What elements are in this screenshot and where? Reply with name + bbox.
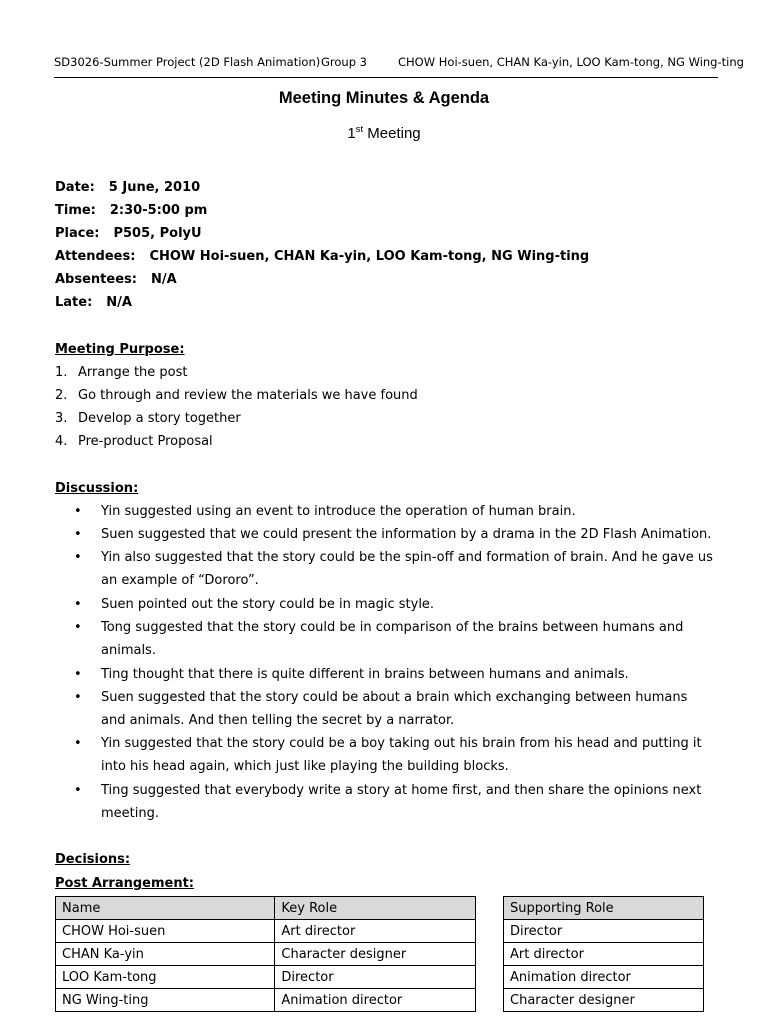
purpose-item-text: Develop a story together xyxy=(78,411,241,426)
post-arrangement-table xyxy=(55,896,476,1012)
table-row xyxy=(56,943,476,966)
decisions-heading: Decisions: xyxy=(55,852,131,867)
info-place-label: Place: xyxy=(55,226,100,241)
purpose-item xyxy=(55,388,418,403)
table-cell: Character designer xyxy=(275,943,476,966)
info-time xyxy=(55,203,207,218)
discussion-item-text: Yin also suggested that the story could be the spin-off and formation of brain. And he gave us an example of “Dororo”. xyxy=(101,550,713,589)
discussion-item xyxy=(74,779,714,825)
meeting-number-suffix: st xyxy=(355,124,364,135)
table-row xyxy=(56,966,476,989)
info-absentees xyxy=(55,272,177,287)
purpose-item-number: 3. xyxy=(55,411,68,426)
table-cell: Character designer xyxy=(504,989,704,1012)
discussion-item-text: Suen suggested that we could present the information by a drama in the 2D Flash Animation. xyxy=(101,527,712,542)
header-divider xyxy=(54,77,718,78)
meeting-word: Meeting xyxy=(367,125,421,142)
discussion-item xyxy=(74,616,714,662)
discussion-item-text: Ting thought that there is quite different in brains between humans and animals. xyxy=(101,667,629,682)
info-late xyxy=(55,295,132,310)
table-cell: Art director xyxy=(275,920,476,943)
discussion-item xyxy=(74,546,714,592)
supporting-role-table xyxy=(503,896,704,1012)
info-date-value: 5 June, 2010 xyxy=(108,180,201,195)
info-place-value: P505, PolyU xyxy=(113,226,202,241)
table-cell: Director xyxy=(275,966,476,989)
bullet-icon: • xyxy=(74,667,82,682)
table-cell: NG Wing-ting xyxy=(56,989,275,1012)
info-date-label: Date: xyxy=(55,180,95,195)
purpose-item xyxy=(55,365,187,380)
header-members: CHOW Hoi-suen, CHAN Ka-yin, LOO Kam-tong, NG Wing-ting xyxy=(398,55,744,69)
discussion-item-text: Ting suggested that everybody write a story at home first, and then share the opinions next meeting. xyxy=(101,783,702,822)
table-row xyxy=(504,966,704,989)
discussion-item-text: Suen suggested that the story could be about a brain which exchanging between humans and animals. And then telling the secret by a narrator. xyxy=(101,690,688,729)
discussion-item xyxy=(74,523,714,546)
purpose-item xyxy=(55,434,213,449)
purpose-item xyxy=(55,411,241,426)
info-late-value: N/A xyxy=(106,295,132,310)
bullet-icon: • xyxy=(74,550,82,565)
table-cell: CHAN Ka-yin xyxy=(56,943,275,966)
purpose-item-number: 1. xyxy=(55,365,68,380)
bullet-icon: • xyxy=(74,527,82,542)
table-cell: CHOW Hoi-suen xyxy=(56,920,275,943)
discussion-item xyxy=(74,500,714,523)
table-row xyxy=(504,920,704,943)
table-header-row xyxy=(504,897,704,920)
table-row xyxy=(56,989,476,1012)
table-row xyxy=(56,920,476,943)
info-absentees-label: Absentees: xyxy=(55,272,137,287)
bullet-icon: • xyxy=(74,620,82,635)
info-late-label: Late: xyxy=(55,295,93,310)
table-cell: Art director xyxy=(504,943,704,966)
info-attendees-value: CHOW Hoi-suen, CHAN Ka-yin, LOO Kam-tong, NG Wing-ting xyxy=(149,249,590,264)
page-subtitle xyxy=(0,124,768,142)
purpose-item-text: Go through and review the materials we have found xyxy=(78,388,418,403)
bullet-icon: • xyxy=(74,736,82,751)
table-header-cell: Name xyxy=(56,897,275,920)
info-attendees xyxy=(55,249,589,264)
header-course: SD3026-Summer Project (2D Flash Animation) xyxy=(54,55,321,69)
table-row xyxy=(504,943,704,966)
page-title: Meeting Minutes & Agenda xyxy=(278,89,490,107)
discussion-item xyxy=(74,663,714,686)
purpose-item-number: 2. xyxy=(55,388,68,403)
table-header-cell: Key Role xyxy=(275,897,476,920)
info-time-value: 2:30-5:00 pm xyxy=(109,203,208,218)
discussion-item-text: Tong suggested that the story could be in comparison of the brains between humans and animals. xyxy=(101,620,684,659)
discussion-item xyxy=(74,686,714,732)
discussion-item-text: Suen pointed out the story could be in magic style. xyxy=(101,597,435,612)
table-cell: Director xyxy=(504,920,704,943)
bullet-icon: • xyxy=(74,690,82,705)
info-time-label: Time: xyxy=(55,203,96,218)
purpose-item-number: 4. xyxy=(55,434,68,449)
discussion-item-text: Yin suggested using an event to introduce the operation of human brain. xyxy=(101,504,576,519)
purpose-item-text: Arrange the post xyxy=(78,365,188,380)
info-attendees-label: Attendees: xyxy=(55,249,136,264)
purpose-heading: Meeting Purpose: xyxy=(55,342,185,357)
header-group: Group 3 xyxy=(321,55,367,69)
info-absentees-value: N/A xyxy=(150,272,177,287)
table-cell: Animation director xyxy=(504,966,704,989)
info-date xyxy=(55,180,200,195)
discussion-item xyxy=(74,593,714,616)
bullet-icon: • xyxy=(74,504,82,519)
info-place xyxy=(55,226,202,241)
purpose-item-text: Pre-product Proposal xyxy=(78,434,213,449)
discussion-heading: Discussion: xyxy=(55,481,139,496)
meeting-number: 1 xyxy=(347,125,356,142)
table-row xyxy=(504,989,704,1012)
table-cell: Animation director xyxy=(275,989,476,1012)
table-header-cell: Supporting Role xyxy=(504,897,704,920)
post-arrangement-heading: Post Arrangement: xyxy=(55,876,195,891)
bullet-icon: • xyxy=(74,597,82,612)
bullet-icon: • xyxy=(74,783,82,798)
discussion-item xyxy=(74,732,714,778)
table-header-row xyxy=(56,897,476,920)
table-cell: LOO Kam-tong xyxy=(56,966,275,989)
discussion-item-text: Yin suggested that the story could be a boy taking out his brain from his head and putting it into his head again, which just like playing the building blocks. xyxy=(101,736,702,775)
